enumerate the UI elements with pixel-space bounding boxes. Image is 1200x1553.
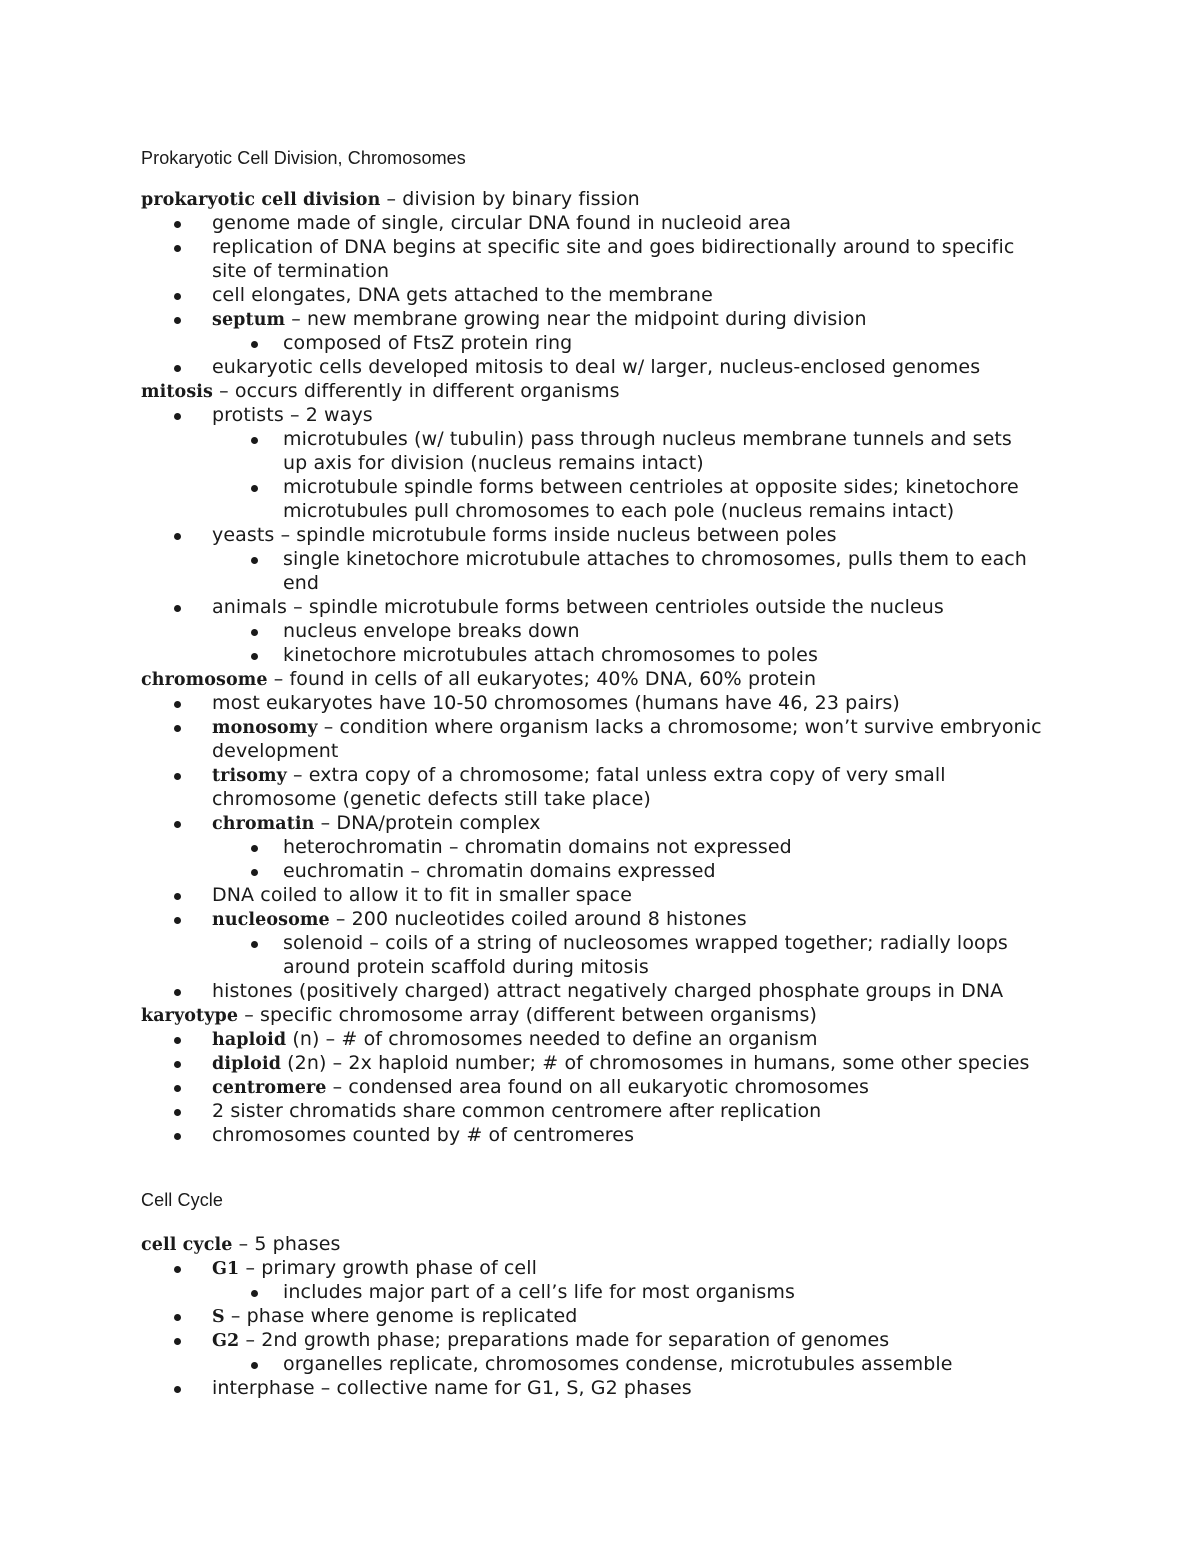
- bullet-icon: [174, 245, 181, 252]
- term: diploid: [212, 1054, 282, 1074]
- term: G2: [212, 1331, 240, 1351]
- bullet-icon: [174, 773, 181, 780]
- item-text: microtubules pull chromosomes to each pole (nucleus remains intact): [283, 500, 955, 522]
- item-text: replication of DNA begins at specific site and goes bidirectionally around to specific: [212, 236, 1015, 258]
- bullet-icon: [174, 821, 181, 828]
- section-title: Cell Cycle: [141, 1190, 224, 1210]
- item-text: euchromatin – chromatin domains expressed: [283, 860, 716, 882]
- bullet-icon: [174, 293, 181, 300]
- list-item: [212, 211, 791, 235]
- list-item: [212, 1304, 577, 1329]
- term: haploid: [212, 1030, 287, 1050]
- list-item: [212, 1027, 818, 1052]
- item-text: includes major part of a cell’s life for most organisms: [283, 1281, 795, 1303]
- bullet-icon: [174, 1266, 181, 1273]
- item-text: – extra copy of a chromosome; fatal unless extra copy of very small: [286, 764, 946, 786]
- item-text: – occurs differently in different organisms: [212, 380, 620, 402]
- bullet-icon: [174, 1037, 181, 1044]
- list-item: [212, 1051, 1030, 1076]
- item-text: microtubules (w/ tubulin) pass through nucleus membrane tunnels and sets: [283, 428, 1012, 450]
- bullet-icon: [174, 1109, 181, 1116]
- item-text: chromosomes counted by # of centromeres: [212, 1124, 635, 1146]
- item-text: – 5 phases: [232, 1233, 341, 1255]
- item-text: cell elongates, DNA gets attached to the membrane: [212, 284, 713, 306]
- bullet-icon: [251, 437, 258, 444]
- item-text: yeasts – spindle microtubule forms inside nucleus between poles: [212, 524, 837, 546]
- bullet-icon: [174, 533, 181, 540]
- list-item: [283, 427, 1012, 451]
- item-text: genome made of single, circular DNA found in nucleoid area: [212, 212, 792, 234]
- bullet-icon: [251, 341, 258, 348]
- bullet-icon: [251, 485, 258, 492]
- term: chromosome: [141, 670, 268, 690]
- bullet-icon: [174, 1338, 181, 1345]
- item-text: single kinetochore microtubule attaches to chromosomes, pulls them to each: [283, 548, 1027, 570]
- list-item: [283, 835, 792, 859]
- list-item: [212, 283, 713, 307]
- term: karyotype: [141, 1006, 239, 1026]
- item-text: DNA coiled to allow it to fit in smaller space: [212, 884, 633, 906]
- item-text: – condition where organism lacks a chromosome; won’t survive embryonic: [317, 716, 1042, 738]
- bullet-icon: [251, 845, 258, 852]
- list-item: [212, 1376, 692, 1400]
- list-item: [212, 691, 900, 715]
- item-text: – DNA/protein complex: [314, 812, 541, 834]
- item-text: nucleus envelope breaks down: [283, 620, 580, 642]
- item-text: (n) – # of chromosomes needed to define an organism: [286, 1028, 818, 1050]
- list-item: [283, 859, 716, 883]
- list-item-continuation: [212, 787, 651, 811]
- term-definition: [141, 1003, 817, 1028]
- list-item: [212, 1123, 634, 1147]
- term: monosomy: [212, 718, 318, 738]
- list-item: [212, 715, 1042, 740]
- bullet-icon: [251, 557, 258, 564]
- term: cell cycle: [141, 1235, 233, 1255]
- list-item: [212, 1256, 537, 1281]
- list-item: [212, 307, 867, 332]
- list-item: [212, 907, 747, 932]
- item-text: organelles replicate, chromosomes condense, microtubules assemble: [283, 1353, 953, 1375]
- list-item-continuation: [283, 955, 649, 979]
- list-item: [283, 1280, 795, 1304]
- list-item: [283, 475, 1019, 499]
- item-text: 2 sister chromatids share common centromere after replication: [212, 1100, 822, 1122]
- list-item: [212, 1075, 869, 1100]
- bullet-icon: [174, 1314, 181, 1321]
- bullet-icon: [251, 653, 258, 660]
- term: trisomy: [212, 766, 287, 786]
- list-item: [212, 1328, 889, 1353]
- list-item: [212, 235, 1014, 259]
- item-text: up axis for division (nucleus remains intact): [283, 452, 704, 474]
- list-item: [212, 355, 980, 379]
- item-text: site of termination: [212, 260, 390, 282]
- list-item: [283, 331, 572, 355]
- term-definition: [141, 187, 640, 212]
- item-text: – 200 nucleotides coiled around 8 histones: [329, 908, 747, 930]
- term: nucleosome: [212, 910, 330, 930]
- bullet-icon: [251, 1362, 258, 1369]
- term-definition: [141, 667, 816, 692]
- item-text: – phase where genome is replicated: [224, 1305, 578, 1327]
- bullet-icon: [174, 701, 181, 708]
- item-text: – found in cells of all eukaryotes; 40% DNA, 60% protein: [267, 668, 817, 690]
- term-definition: [141, 379, 620, 404]
- term: chromatin: [212, 814, 315, 834]
- list-item: [283, 619, 580, 643]
- list-item: [212, 523, 837, 547]
- item-text: – condensed area found on all eukaryotic chromosomes: [326, 1076, 870, 1098]
- list-item: [212, 1099, 821, 1123]
- item-text: interphase – collective name for G1, S, G2 phases: [212, 1377, 692, 1399]
- bullet-icon: [174, 725, 181, 732]
- list-item: [283, 1352, 953, 1376]
- item-text: animals – spindle microtubule forms between centrioles outside the nucleus: [212, 596, 944, 618]
- term: G1: [212, 1259, 240, 1279]
- bullet-icon: [174, 413, 181, 420]
- term: septum: [212, 310, 286, 330]
- item-text: end: [283, 572, 320, 594]
- bullet-icon: [251, 1290, 258, 1297]
- bullet-icon: [174, 1061, 181, 1068]
- item-text: – specific chromosome array (different between organisms): [238, 1004, 818, 1026]
- bullet-icon: [174, 989, 181, 996]
- item-text: (2n) – 2x haploid number; # of chromosomes in humans, some other species: [281, 1052, 1030, 1074]
- list-item: [283, 643, 818, 667]
- list-item: [212, 811, 541, 836]
- term: centromere: [212, 1078, 327, 1098]
- list-item: [212, 883, 632, 907]
- list-item-continuation: [212, 739, 338, 763]
- item-text: eukaryotic cells developed mitosis to deal w/ larger, nucleus-enclosed genomes: [212, 356, 981, 378]
- list-item: [283, 931, 1008, 955]
- bullet-icon: [251, 629, 258, 636]
- item-text: kinetochore microtubules attach chromosomes to poles: [283, 644, 818, 666]
- term: mitosis: [141, 382, 213, 402]
- term: S: [212, 1307, 225, 1327]
- item-text: protists – 2 ways: [212, 404, 373, 426]
- list-item-continuation: [283, 571, 319, 595]
- item-text: most eukaryotes have 10-50 chromosomes (humans have 46, 23 pairs): [212, 692, 900, 714]
- list-item: [212, 403, 373, 427]
- bullet-icon: [174, 893, 181, 900]
- item-text: around protein scaffold during mitosis: [283, 956, 649, 978]
- item-text: composed of FtsZ protein ring: [283, 332, 573, 354]
- bullet-icon: [174, 605, 181, 612]
- bullet-icon: [174, 1386, 181, 1393]
- section-title: Prokaryotic Cell Division, Chromosomes: [141, 148, 466, 168]
- item-text: – division by binary fission: [380, 188, 640, 210]
- item-text: heterochromatin – chromatin domains not expressed: [283, 836, 792, 858]
- item-text: – primary growth phase of cell: [239, 1257, 537, 1279]
- bullet-icon: [174, 221, 181, 228]
- item-text: chromosome (genetic defects still take place): [212, 788, 651, 810]
- bullet-icon: [251, 941, 258, 948]
- list-item: [212, 595, 944, 619]
- list-item-continuation: [283, 451, 704, 475]
- item-text: development: [212, 740, 339, 762]
- bullet-icon: [174, 1085, 181, 1092]
- bullet-icon: [174, 317, 181, 324]
- item-text: microtubule spindle forms between centrioles at opposite sides; kinetochore: [283, 476, 1019, 498]
- list-item-continuation: [283, 499, 954, 523]
- term-definition: [141, 1232, 341, 1257]
- item-text: – new membrane growing near the midpoint during division: [285, 308, 867, 330]
- list-item: [212, 763, 946, 788]
- bullet-icon: [251, 869, 258, 876]
- bullet-icon: [174, 1133, 181, 1140]
- item-text: histones (positively charged) attract negatively charged phosphate groups in DNA: [212, 980, 1004, 1002]
- term: prokaryotic cell division: [141, 190, 381, 210]
- item-text: solenoid – coils of a string of nucleosomes wrapped together; radially loops: [283, 932, 1008, 954]
- list-item: [283, 547, 1027, 571]
- bullet-icon: [174, 365, 181, 372]
- bullet-icon: [174, 917, 181, 924]
- item-text: – 2nd growth phase; preparations made for separation of genomes: [239, 1329, 890, 1351]
- list-item-continuation: [212, 259, 389, 283]
- list-item: [212, 979, 1003, 1003]
